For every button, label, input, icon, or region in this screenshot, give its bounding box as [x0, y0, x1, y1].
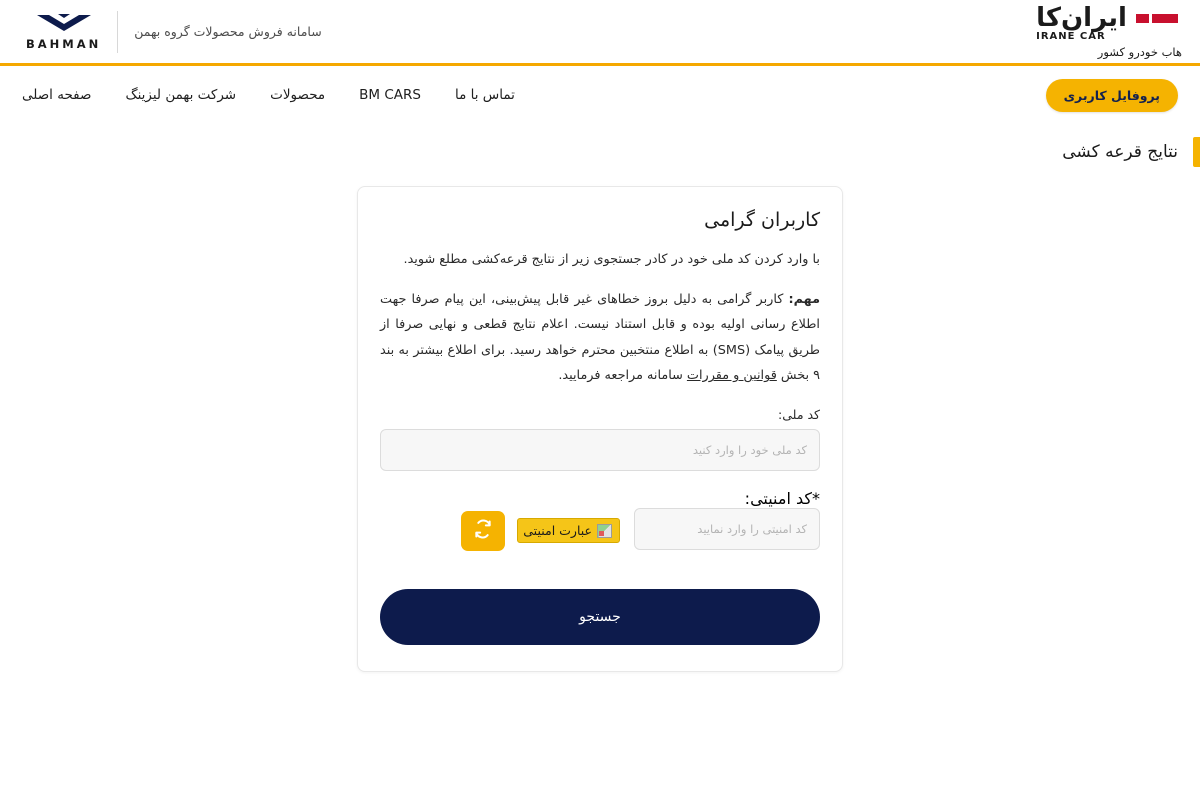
bahman-wing-icon: [35, 13, 93, 33]
card-intro-text: با وارد کردن کد ملی خود در کادر جستجوی زیر از نتایج قرعه‌کشی مطلع شوید.: [403, 252, 820, 267]
site-header: [0, 0, 1200, 66]
nav-item-bm-cars[interactable]: BM CARS: [359, 87, 421, 103]
bahman-logo[interactable]: [22, 13, 101, 51]
national-code-label: کد ملی:: [778, 406, 820, 422]
card-heading: کاربران گرامی: [704, 209, 820, 231]
nav-item-products[interactable]: محصولات: [270, 87, 326, 103]
card-notice-text: [380, 287, 820, 389]
title-accent-bar: [1193, 137, 1200, 167]
captcha-image-broken: [517, 518, 620, 543]
captcha-input[interactable]: [634, 508, 820, 550]
notice-label: مهم:: [788, 291, 820, 307]
nav-item-contact[interactable]: تماس با ما: [454, 87, 515, 103]
captcha-image-alt-text: عبارت امنیتی: [523, 523, 592, 539]
nav-item-home[interactable]: صفحه اصلی: [22, 87, 92, 103]
iranecar-logo-blocks-icon: [1136, 14, 1178, 23]
captcha-label-text: کد امنیتی:: [744, 488, 812, 508]
notice-part1: کاربر گرامی به دلیل بروز خطاهای غیر قابل پیش‌بینی، این پیام صرفا جهت اطلاع رسانی اولیه بوده و قابل استناد نیست. اعلام نتایج قطعی و نهایی صرفا از طریق پیامک (SMS) به اطلاع منتخبین محترم خواهد رسید. برای اطلاع بیشتر به بند ۹ بخش: [380, 291, 820, 384]
search-submit-button[interactable]: جستجو: [380, 589, 820, 645]
refresh-icon: [473, 519, 493, 542]
content-area: [0, 180, 1200, 672]
captcha-side-group: [461, 489, 620, 551]
iranecar-logo-wordmark: [1036, 2, 1182, 33]
notice-part2: سامانه مراجعه فرمایید.: [558, 368, 687, 384]
national-code-field: [380, 407, 820, 471]
page-title: نتایج قرعه کشی: [1062, 142, 1178, 162]
captcha-label: [745, 489, 820, 508]
header-divider: [117, 11, 118, 53]
iranecar-logo-main-text: ایران‌کا: [1036, 2, 1127, 33]
iranecar-logo[interactable]: [1036, 2, 1182, 59]
iranecar-logo-en-text: IRANE CAR: [1036, 30, 1106, 42]
nav-item-bahman-leasing[interactable]: شرکت بهمن لیزینگ: [125, 87, 237, 103]
user-profile-button[interactable]: پروفایل کاربری: [1046, 79, 1178, 112]
lottery-lookup-card: [357, 186, 843, 672]
national-code-input[interactable]: [380, 429, 820, 471]
captcha-field: [634, 489, 820, 550]
nav-links: [22, 87, 515, 103]
header-right-group: [22, 11, 322, 53]
terms-and-conditions-link[interactable]: قوانین و مقررات: [686, 368, 777, 384]
captcha-required-mark: *: [812, 488, 820, 508]
page-title-strip: [0, 124, 1200, 180]
main-navigation: [0, 66, 1200, 124]
broken-image-icon: [597, 524, 612, 538]
iranecar-logo-sub-text: هاب خودرو کشور: [1097, 44, 1182, 59]
header-tagline: سامانه فروش محصولات گروه بهمن: [134, 24, 322, 39]
captcha-row: [380, 489, 820, 551]
captcha-refresh-button[interactable]: [461, 511, 505, 551]
bahman-logo-text: BAHMAN: [26, 36, 102, 51]
